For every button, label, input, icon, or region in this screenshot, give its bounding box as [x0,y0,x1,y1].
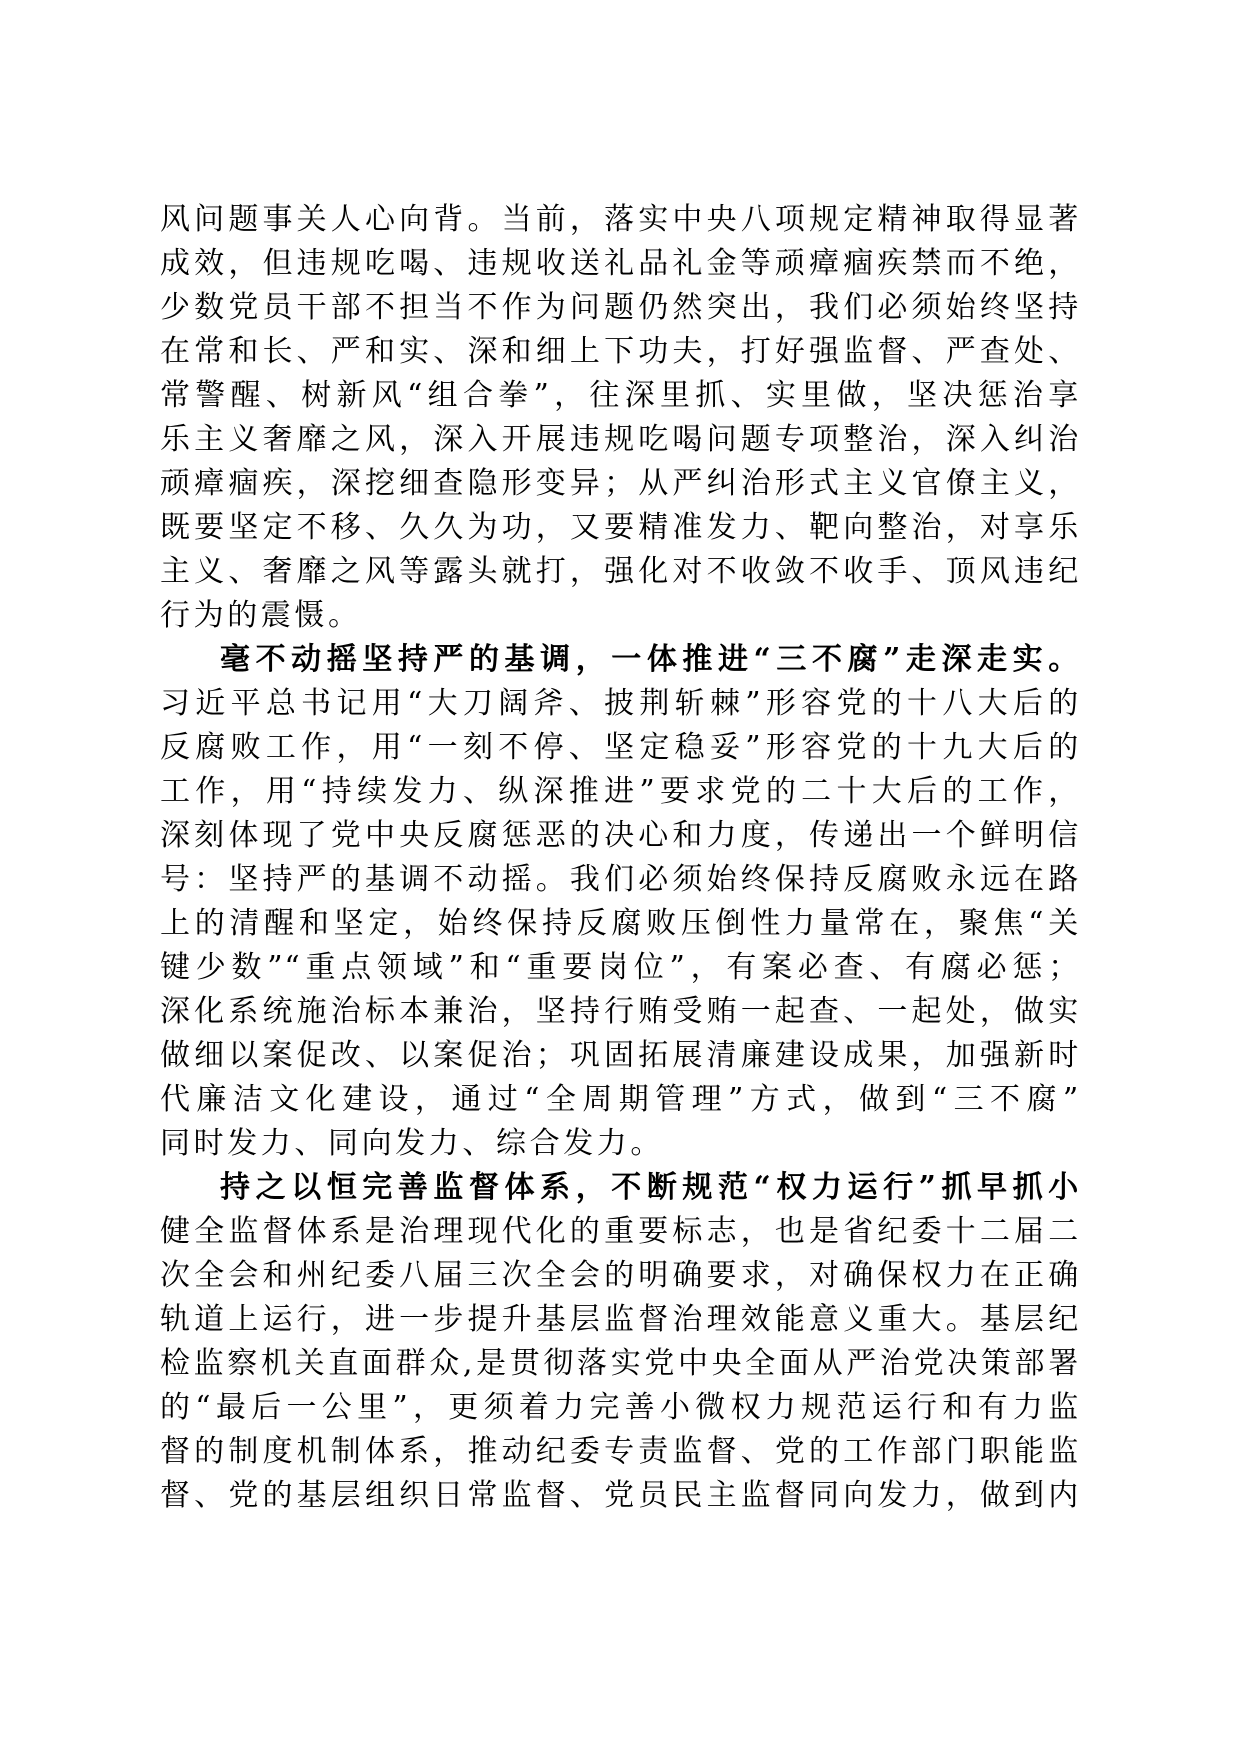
text-line: 做细以案促改、以案促治；巩固拓展清廉建设成果，加强新时 [160,1038,1080,1073]
text-line: 工作，用“持续发力、纵深推进”要求党的二十大后的工作， [160,774,1080,809]
text-line: 反腐败工作，用“一刻不停、坚定稳妥”形容党的十九大后的 [160,730,1080,765]
text-line: 的“最后一公里”，更须着力完善小微权力规范运行和有力监 [160,1390,1080,1425]
text-line: 成效，但违规吃喝、违规收送礼品礼金等顽瘴痼疾禁而不绝， [160,246,1080,281]
text-line: 在常和长、严和实、深和细上下功夫，打好强监督、严查处、 [160,334,1080,369]
text-line: 风问题事关人心向背。当前，落实中央八项规定精神取得显著 [160,202,1080,237]
text-line: 健全监督体系是治理现代化的重要标志，也是省纪委十二届二 [160,1214,1080,1249]
text-line: 检监察机关直面群众,是贯彻落实党中央全面从严治党决策部署 [160,1346,1080,1381]
text-line: 习近平总书记用“大刀阔斧、披荆斩棘”形容党的十八大后的 [160,686,1080,721]
text-line: 次全会和州纪委八届三次全会的明确要求，对确保权力在正确 [160,1258,1080,1293]
text-line: 少数党员干部不担当不作为问题仍然突出，我们必须始终坚持 [160,290,1080,325]
text-line: 号：坚持严的基调不动摇。我们必须始终保持反腐败永远在路 [160,862,1080,897]
text-line: 乐主义奢靡之风，深入开展违规吃喝问题专项整治，深入纠治 [160,422,1080,457]
text-line: 督的制度机制体系，推动纪委专责监督、党的工作部门职能监 [160,1434,1080,1469]
text-line: 既要坚定不移、久久为功，又要精准发力、靶向整治，对享乐 [160,510,1080,545]
text-line: 代廉洁文化建设，通过“全周期管理”方式，做到“三不腐” [160,1082,1080,1117]
text-line: 顽瘴痼疾，深挖细查隐形变异；从严纠治形式主义官僚主义， [160,466,1080,501]
text-line: 常警醒、树新风“组合拳”，往深里抓、实里做，坚决惩治享 [160,378,1080,413]
text-line: 轨道上运行，进一步提升基层监督治理效能意义重大。基层纪 [160,1302,1080,1337]
section-heading: 毫不动摇坚持严的基调，一体推进“三不腐”走深走实。 [220,642,1080,677]
text-line: 主义、奢靡之风等露头就打，强化对不收敛不收手、顶风违纪 [160,554,1080,589]
text-line: 深化系统施治标本兼治，坚持行贿受贿一起查、一起处，做实 [160,994,1080,1029]
body-text [160,198,1080,1518]
section-heading: 持之以恒完善监督体系，不断规范“权力运行”抓早抓小 [220,1170,1080,1205]
text-line: 键少数”“重点领域”和“重要岗位”，有案必查、有腐必惩； [160,950,1080,985]
text-line: 同时发力、同向发力、综合发力。 [160,1126,664,1161]
text-line: 深刻体现了党中央反腐惩恶的决心和力度，传递出一个鲜明信 [160,818,1080,853]
text-line: 督、党的基层组织日常监督、党员民主监督同向发力，做到内 [160,1478,1080,1513]
text-line: 行为的震慑。 [160,598,362,633]
text-line: 上的清醒和坚定，始终保持反腐败压倒性力量常在，聚焦“关 [160,906,1080,941]
